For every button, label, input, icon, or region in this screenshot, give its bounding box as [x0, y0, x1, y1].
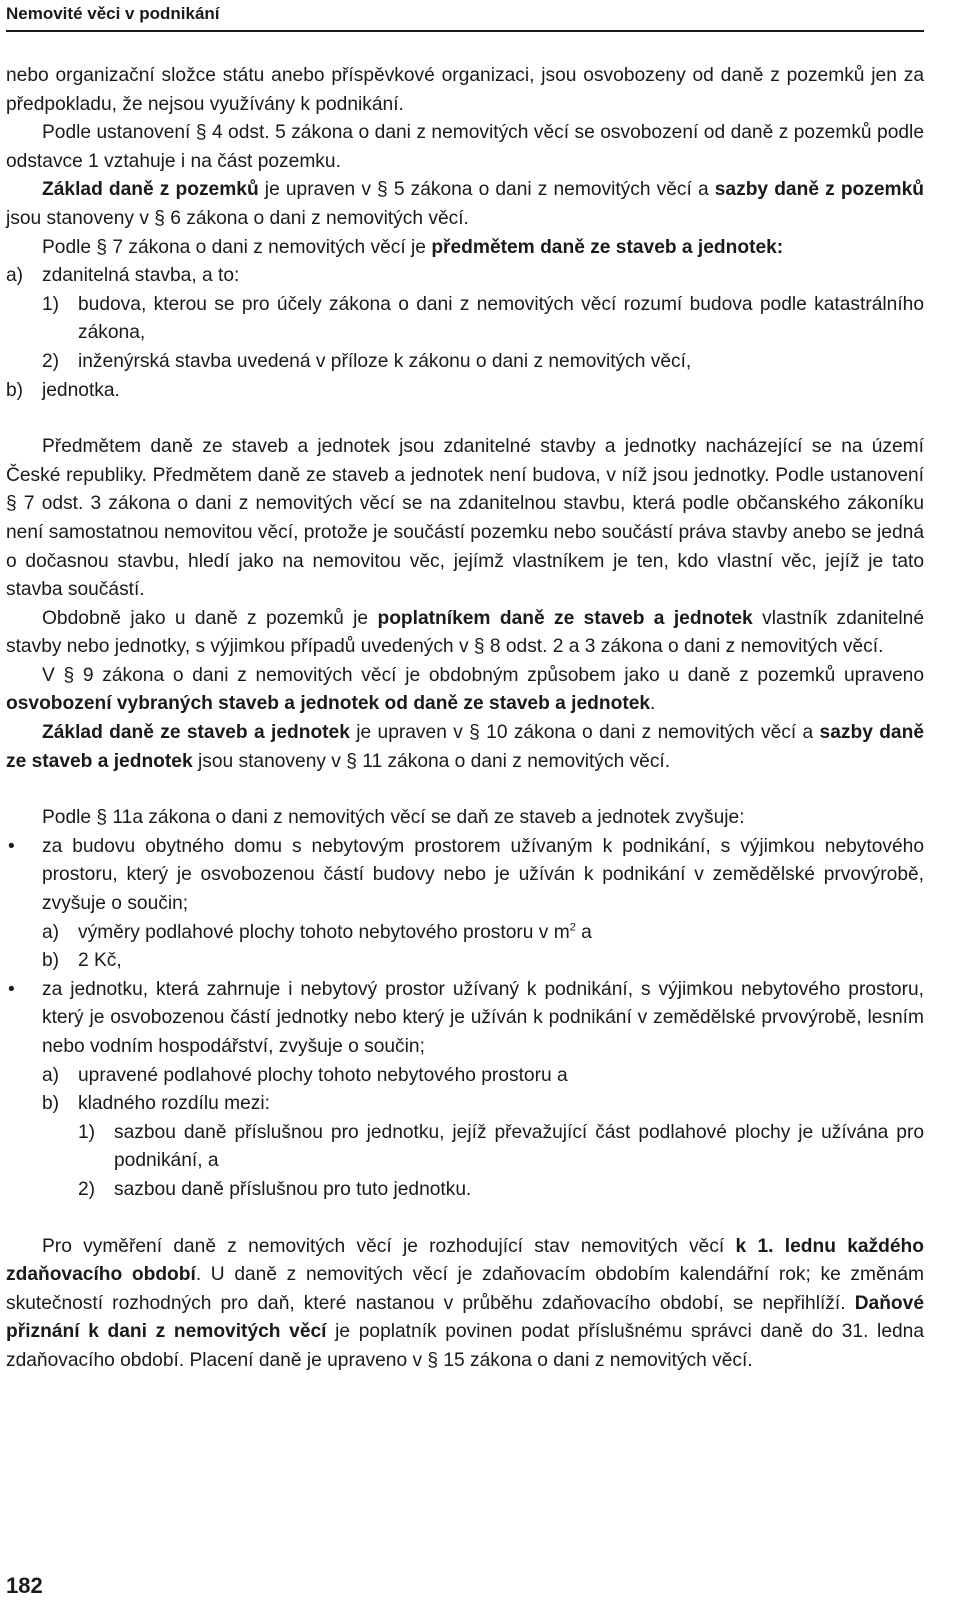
paragraph-2: Podle ustanovení § 4 odst. 5 zákona o dani z nemovitých věcí se osvobození od daně z pozemků podle odstavce 1 vztahuje i na část pozemku. [6, 122, 924, 172]
list-marker: b) [42, 950, 60, 972]
paragraph-3 [6, 176, 924, 233]
list-item-text: za budovu obytného domu s nebytovým prostorem užívaným k podnikání, s výjimkou nebytového prostoru, který je osvobozenou částí budovy nebo je užíván k podnikání v zemědělské prvovýrobě, zvyšuje o součin; [42, 835, 924, 915]
bold-term: sazby daně z pozemků [714, 179, 924, 201]
list-item-text: upravené podlahové plochy tohoto nebytového prostoru a [78, 1064, 568, 1086]
list-item [6, 919, 924, 948]
header-title: Nemovité věci v podnikání [6, 4, 220, 23]
bullet-item [6, 976, 924, 1062]
list-item-text: 2 Kč, [78, 950, 122, 972]
list-item [6, 262, 924, 291]
list-marker: b) [42, 1093, 60, 1115]
bold-term: Daňové přiznání k dani z nemovitých věcí [6, 1292, 924, 1343]
bold-term: k 1. lednu každého zdaňovacího období [6, 1235, 924, 1286]
bold-term: poplatníkem daně ze staveb a jednotek [377, 607, 753, 629]
list-item-text: sazbou daně příslušnou pro tuto jednotku. [114, 1178, 472, 1200]
list-item [6, 1062, 924, 1091]
paragraph-4 [6, 234, 924, 263]
list-marker: a) [6, 265, 24, 287]
text-run: V § 9 zákona o dani z nemovitých věcí je obdobným způsobem jako u daně z pozemků upraveno [42, 664, 924, 686]
bullet-marker: • [8, 835, 15, 857]
increase-list [6, 833, 924, 1205]
text-run: je poplatník povinen podat příslušnému správci daně do 31. ledna zdaňovacího období. Placení daně je upraveno v § 15 zákona o dani z nemovitých věcí. [6, 1321, 924, 1371]
list-marker: 2) [78, 1178, 96, 1200]
paragraph-9: Podle § 11a zákona o dani z nemovitých věcí se daň ze staveb a jednotek zvyšuje: [42, 807, 745, 829]
list-item [6, 1119, 924, 1176]
bold-term: Základ daně ze staveb a jednotek [42, 722, 350, 744]
paragraph-10 [6, 1233, 924, 1376]
text-run: je upraven v § 5 zákona o dani z nemovitých věcí a [258, 179, 715, 201]
bullet-marker: • [8, 978, 15, 1000]
list-item [6, 947, 924, 976]
list-item-text: kladného rozdílu mezi: [78, 1093, 270, 1115]
paragraph-7 [6, 662, 924, 719]
list-item [6, 377, 924, 406]
text-run: jsou stanoveny v § 11 zákona o dani z nemovitých věcí. [192, 750, 671, 772]
text-run: jsou stanoveny v § 6 zákona o dani z nemovitých věcí. [6, 207, 469, 229]
list-marker: 1) [78, 1121, 96, 1143]
text-run: je upraven v § 10 zákona o dani z nemovitých věcí a [349, 722, 820, 744]
list-item-text: sazbou daně příslušnou pro jednotku, jejíž převažující část podlahové plochy je užívána pro podnikání, a [114, 1121, 924, 1172]
text-run: Obdobně jako u daně z pozemků je [42, 607, 378, 629]
list-item-text: za jednotku, která zahrnuje i nebytový prostor užívaný k podnikání, s výjimkou nebytového prostoru, který je osvobozenou částí jednotky nebo který je užíván k podnikání v zemědělské prvovýrobě, lesním nebo vodním hospodářství, zvyšuje o součin; [42, 978, 924, 1057]
running-header [6, 0, 924, 32]
paragraph-5: Předmětem daně ze staveb a jednotek jsou zdanitelné stavby a jednotky nacházející se na území České republiky. Předmětem daně ze staveb a jednotek není budova, v níž jsou jednotky. Podle ustanovení § 7 odst. 3 zákona o dani z nemovitých věcí se na zdanitelnou stavbu, která podle občanského zákoníku není samostatnou nemovitou věcí, protože je součástí pozemku nebo součástí práva stavby anebo se jedná o dočasnou stavbu, hledí jako na nemovitou věc, jejímž vlastníkem je ten, kdo vlastní věc, jejíž je tato stavba součástí. [6, 436, 924, 601]
list-item-text: výměry podlahové plochy tohoto nebytového prostoru v m [78, 921, 570, 943]
bold-term: předmětem daně ze staveb a jednotek: [431, 236, 784, 258]
paragraph-8 [6, 719, 924, 776]
list-marker: 1) [42, 293, 60, 315]
list-item [6, 1090, 924, 1119]
paragraph-6 [6, 605, 924, 662]
subject-list [6, 262, 924, 405]
text-run: Pro vyměření daně z nemovitých věcí je rozhodující stav nemovitých věcí [42, 1235, 736, 1257]
list-item-text: zdanitelná stavba, a to: [42, 265, 240, 287]
text-run: . [650, 693, 656, 715]
list-marker: a) [42, 921, 60, 943]
text-run: vlastník zdanitelné stavby nebo jednotky, s výjimkou případů uvedených v § 8 odst. 2 a 3 zákona o dani z nemovitých věcí. [6, 607, 924, 658]
list-item-text: a [575, 921, 592, 943]
list-marker: b) [6, 379, 24, 401]
list-item-text: inženýrská stavba uvedená v příloze k zákonu o dani z nemovitých věcí, [78, 350, 692, 372]
list-marker: a) [42, 1064, 60, 1086]
bold-term: osvobození vybraných staveb a jednotek od daně ze staveb a jednotek [6, 693, 651, 715]
bullet-item [6, 833, 924, 919]
bold-term: Základ daně z pozemků [42, 179, 259, 201]
bold-term: sazby daně ze staveb a jednotek [6, 722, 924, 772]
list-item [6, 348, 924, 377]
list-marker: 2) [42, 350, 60, 372]
text-run: Podle § 7 zákona o dani z nemovitých věcí je [42, 236, 432, 258]
text-run: . U daně z nemovitých věcí je zdaňovacím obdobím kalendářní rok; ke změnám skutečností rozhodných pro daň, které nastanou v průběhu zdaňovacího období, se nepřihlíží. [6, 1264, 924, 1314]
page-body [6, 62, 924, 1376]
superscript: 2 [569, 921, 576, 934]
list-item [6, 1176, 924, 1205]
list-item-text: jednotka. [42, 379, 120, 401]
list-item [6, 291, 924, 348]
list-item-text: budova, kterou se pro účely zákona o dani z nemovitých věcí rozumí budova podle katastrálního zákona, [78, 293, 924, 344]
page-number: 182 [6, 1573, 43, 1598]
paragraph-1: nebo organizační složce státu anebo příspěvkové organizaci, jsou osvobozeny od daně z pozemků jen za předpokladu, že nejsou využívány k podnikání. [6, 65, 924, 115]
